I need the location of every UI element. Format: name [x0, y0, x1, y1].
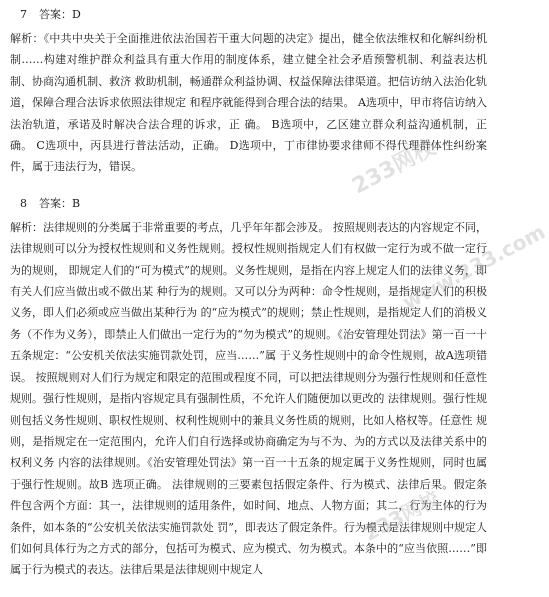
question-7-answer: 答案：D	[39, 8, 81, 21]
question-7-explanation: 解析：《中共中央关于全面推进依法治国若干重大问题的决定》提出，健全依法维权和化解纠纷机制……构建对维护群众利益具有重大作用的制度体系，建立健全社会矛盾预警机制、利益表达机制、协商沟通机制、救济 救助机制，畅通群众利益协调、权益保障法律渠道。把信访纳入法治化轨道，保障合理合法诉求依照法律规定 和程序就能得到合理合法的结果。 A选项中，甲市将信访纳入法治轨道，承诺及时解决合法合理的诉求，正 确。 B选项中，乙区建立群众利益沟通机制，正 确。 C选项中，丙县进行普法活动，正确。 D选项中，丁市律协要求律师不得代理群体性纠纷案件，属于违法行为，错误。	[10, 32, 487, 174]
question-7-number: 7	[20, 8, 27, 21]
watermark-logo-lower: 233网校	[359, 486, 444, 546]
question-8-answer: 答案：B	[39, 196, 81, 210]
question-8-number: 8	[20, 196, 27, 210]
question-8-answer-line	[20, 196, 487, 211]
section-gap	[10, 178, 487, 196]
watermark-logo: 233网校	[348, 135, 440, 200]
watermark-url: www.233.com	[398, 219, 549, 315]
question-8-explanation: 解析：法律规则的分类属于非常重要的考点，几乎年年都会涉及。 按照规则表达的内容规定不同，法律规则可以分为授权性规则和义务性规则。授权性规则指规定人们有权做一定行为或不做一定行为的规则， 即规定人们的“可为模式”的规则。义务性规则，是指在内容上规定人们的法律义务，即有关人们应当做出或不做出某 种行为的规则。又可以分为两种：命令性规则，是指规定人们的积极义务，即人们必须或应当做出某种行为 的“应为模式”的规则；禁止性规则，是指规定人们的消极义务（不作为义务），即禁止人们做出一定行为的“勿为模式”的规则。《治安管理处罚法》第一百一十五条规定：“公安机关依法实施罚款处罚，应当……”属 于义务性规则中的命令性规则，故A选项错误。 按照规则对人们行为规定和限定的范围或程度不同，可以把法律规则分为强行性规则和任意性规则。强行性规则，是指内容规定具有强制性质，不允许人们随便加以更改的 法律规则。强行性规则包括义务性规则、职权性规则、权利性规则中的兼具义务性质的规则，比如人格权等。任意性 规则，是指规定在一定范围内，允许人们自行选择或协商确定为与不为、为的方式以及法律关系中的权利义务 内容的法律规则。《治安管理处罚法》第一百一十五条的规定属于义务性规则，同时也属于强行性规则。故B 选项正确。 法律规则的三要素包括假定条件、行为模式、法律后果。假定条件包含两个方面：其一，法律规则的适用条件，如时间、地点、人物方面；其二，行为主体的行为条件，如本条的“公安机关依法实施罚款处 罚”，即表达了假定条件。行为模式是法律规则中规定人们如何具体行为之方式的部分，包括可为模式、应为模式、勿为模式。本条中的“应当依照……”即属于行为模式的表达。法律后果是法律规则中规定人	[10, 220, 487, 577]
question-7-answer-line	[20, 7, 487, 22]
